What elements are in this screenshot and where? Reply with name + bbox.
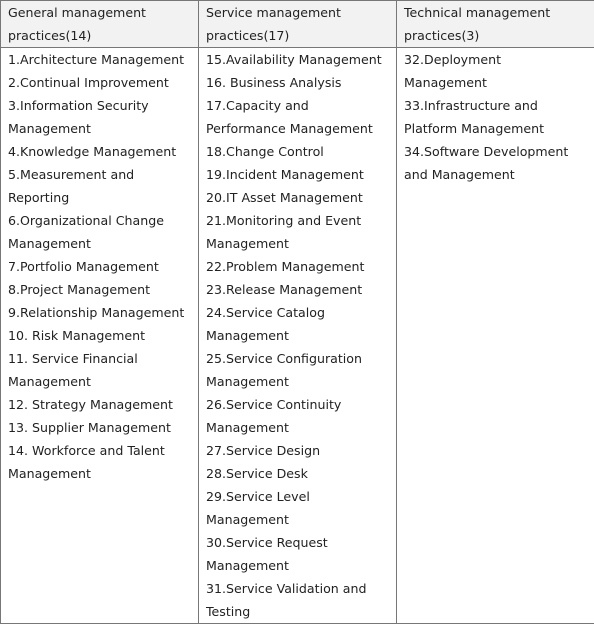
- body-row: [1, 48, 594, 624]
- technical-practices-cell: [397, 48, 594, 624]
- general-practices-list: [8, 48, 192, 485]
- service-practice-item: 17.Capacity and Performance Management: [206, 94, 390, 140]
- general-practice-item: 6.Organizational Change Management: [8, 209, 192, 255]
- service-practice-item: 15.Availability Management: [206, 48, 390, 71]
- general-practice-item: 5.Measurement and Reporting: [8, 163, 192, 209]
- technical-practices-list: [404, 48, 588, 186]
- general-practice-item: 7.Portfolio Management: [8, 255, 192, 278]
- service-practice-item: 23.Release Management: [206, 278, 390, 301]
- general-practices-cell: [1, 48, 199, 624]
- service-practices-cell: [199, 48, 397, 624]
- service-practice-item: 26.Service Continuity Management: [206, 393, 390, 439]
- general-practice-item: 12. Strategy Management: [8, 393, 192, 416]
- general-practice-item: 2.Continual Improvement: [8, 71, 192, 94]
- general-practice-item: 1.Architecture Management: [8, 48, 192, 71]
- general-practice-item: 9.Relationship Management: [8, 301, 192, 324]
- technical-practice-item: 34.Software Development and Management: [404, 140, 588, 186]
- header-service: Service management practices(17): [199, 1, 397, 48]
- technical-practice-item: 33.Infrastructure and Platform Management: [404, 94, 588, 140]
- technical-practice-item: 32.Deployment Management: [404, 48, 588, 94]
- general-practice-item: 13. Supplier Management: [8, 416, 192, 439]
- general-practice-item: 14. Workforce and Talent Management: [8, 439, 192, 485]
- service-practice-item: 16. Business Analysis: [206, 71, 390, 94]
- service-practice-item: 24.Service Catalog Management: [206, 301, 390, 347]
- service-practice-item: 20.IT Asset Management: [206, 186, 390, 209]
- general-practice-item: 10. Risk Management: [8, 324, 192, 347]
- general-practice-item: 3.Information Security Management: [8, 94, 192, 140]
- header-row: [1, 1, 594, 48]
- service-practice-item: 21.Monitoring and Event Management: [206, 209, 390, 255]
- service-practice-item: 27.Service Design: [206, 439, 390, 462]
- service-practice-item: 25.Service Configuration Management: [206, 347, 390, 393]
- service-practice-item: 18.Change Control: [206, 140, 390, 163]
- service-practice-item: 19.Incident Management: [206, 163, 390, 186]
- general-practice-item: 11. Service Financial Management: [8, 347, 192, 393]
- header-technical: Technical management practices(3): [397, 1, 594, 48]
- service-practice-item: 30.Service Request Management: [206, 531, 390, 577]
- service-practices-list: [206, 48, 390, 623]
- service-practice-item: 31.Service Validation and Testing: [206, 577, 390, 623]
- service-practice-item: 28.Service Desk: [206, 462, 390, 485]
- general-practice-item: 8.Project Management: [8, 278, 192, 301]
- header-general: General management practices(14): [1, 1, 199, 48]
- service-practice-item: 29.Service Level Management: [206, 485, 390, 531]
- service-practice-item: 22.Problem Management: [206, 255, 390, 278]
- general-practice-item: 4.Knowledge Management: [8, 140, 192, 163]
